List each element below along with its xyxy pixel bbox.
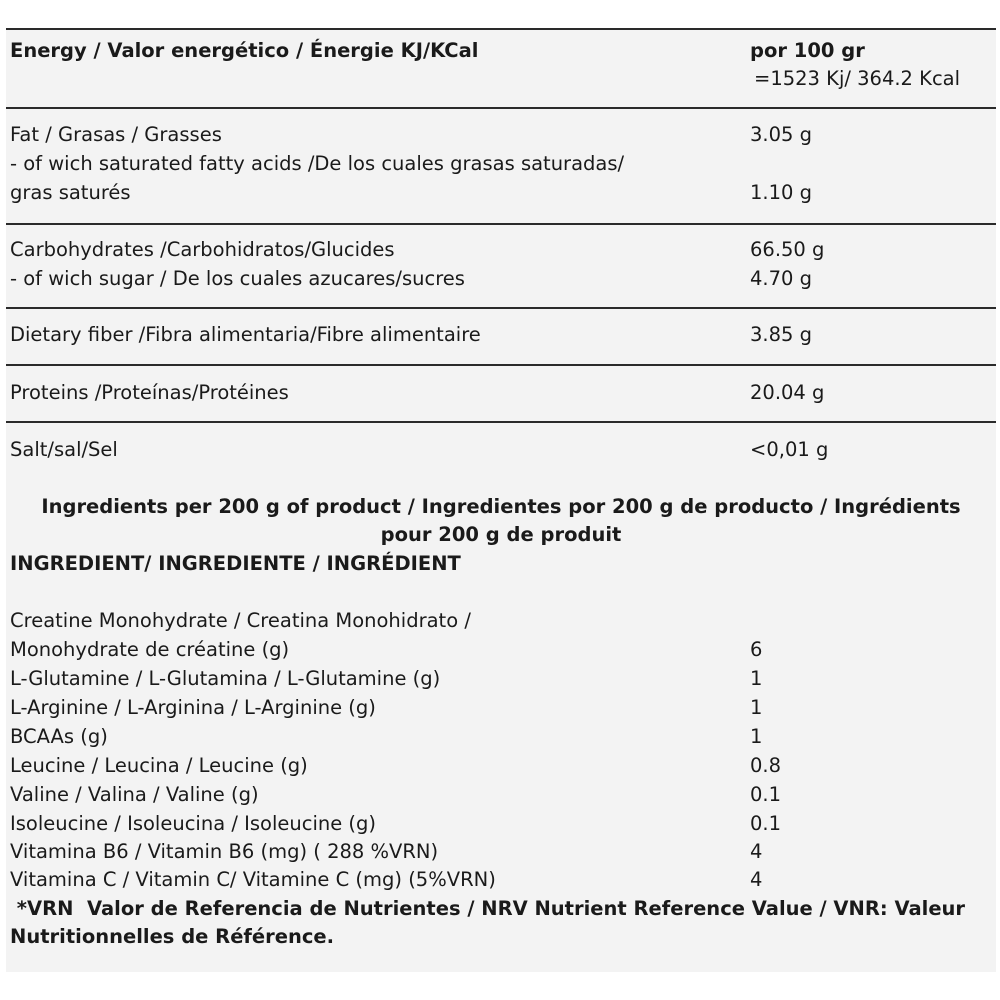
list-item: Leucine / Leucina / Leucine (g) xyxy=(10,754,308,777)
fiber-label: Dietary fiber /Fibra alimentaria/Fibre alimentaire xyxy=(10,323,481,346)
ingredients-title-cont: pour 200 g de produit xyxy=(380,523,622,546)
carbohydrates-value: 66.50 g xyxy=(750,238,825,261)
list-item-value: 0.1 xyxy=(750,783,782,806)
per-100g-header: por 100 gr xyxy=(750,39,865,62)
list-item: L-Glutamine / L-Glutamina / L-Glutamine (g) xyxy=(10,667,441,690)
vrn-footnote-cont: Nutritionnelles de Référence. xyxy=(10,925,335,948)
list-item: BCAAs (g) xyxy=(10,725,108,748)
energy-value: =1523 Kj/ 364.2 Kcal xyxy=(754,67,961,90)
saturated-fat-value: 1.10 g xyxy=(750,181,812,204)
sugar-label: - of wich sugar / De los cuales azucares/sucres xyxy=(10,267,465,290)
list-item: Vitamina C / Vitamin C/ Vitamine C (mg) (5%VRN) xyxy=(10,868,496,891)
list-item-value: 4 xyxy=(750,868,763,891)
energy-label: Energy / Valor energético / Énergie KJ/KCal xyxy=(10,39,479,62)
list-item-value: 6 xyxy=(750,638,763,661)
list-item: L-Arginine / L-Arginina / L-Arginine (g) xyxy=(10,696,376,719)
list-item-value: 1 xyxy=(750,725,763,748)
protein-value: 20.04 g xyxy=(750,381,825,404)
ingredients-header: INGREDIENT/ INGREDIENTE / INGRÉDIENT xyxy=(10,552,461,575)
fat-label: Fat / Grasas / Grasses xyxy=(10,123,222,146)
list-item: Creatine Monohydrate / Creatina Monohidrato / xyxy=(10,609,471,632)
list-item: Monohydrate de créatine (g) xyxy=(10,638,290,661)
table-rule xyxy=(6,223,996,225)
fat-value: 3.05 g xyxy=(750,123,812,146)
table-rule xyxy=(6,107,996,109)
salt-value: <0,01 g xyxy=(750,438,829,461)
saturated-fat-label-cont: gras saturés xyxy=(10,181,131,204)
carbohydrates-label: Carbohydrates /Carbohidratos/Glucides xyxy=(10,238,395,261)
fiber-value: 3.85 g xyxy=(750,323,812,346)
list-item: Valine / Valina / Valine (g) xyxy=(10,783,259,806)
table-rule xyxy=(6,364,996,366)
list-item-value: 0.1 xyxy=(750,812,782,835)
list-item-value: 1 xyxy=(750,696,763,719)
ingredients-title: Ingredients per 200 g of product / Ingredientes por 200 g de producto / Ingrédients xyxy=(41,495,961,518)
salt-label: Salt/sal/Sel xyxy=(10,438,118,461)
vrn-footnote: *VRN Valor de Referencia de Nutrientes / NRV Nutrient Reference Value / VNR: Valeur xyxy=(10,897,966,920)
list-item-value: 1 xyxy=(750,667,763,690)
table-rule xyxy=(6,307,996,309)
saturated-fat-label: - of wich saturated fatty acids /De los cuales grasas saturadas/ xyxy=(10,152,625,175)
list-item: Vitamina B6 / Vitamin B6 (mg) ( 288 %VRN) xyxy=(10,840,439,863)
table-rule xyxy=(6,421,996,423)
list-item-value: 0.8 xyxy=(750,754,782,777)
sugar-value: 4.70 g xyxy=(750,267,812,290)
list-item: Isoleucine / Isoleucina / Isoleucine (g) xyxy=(10,812,377,835)
list-item-value: 4 xyxy=(750,840,763,863)
protein-label: Proteins /Proteínas/Protéines xyxy=(10,381,289,404)
table-rule xyxy=(6,28,996,30)
